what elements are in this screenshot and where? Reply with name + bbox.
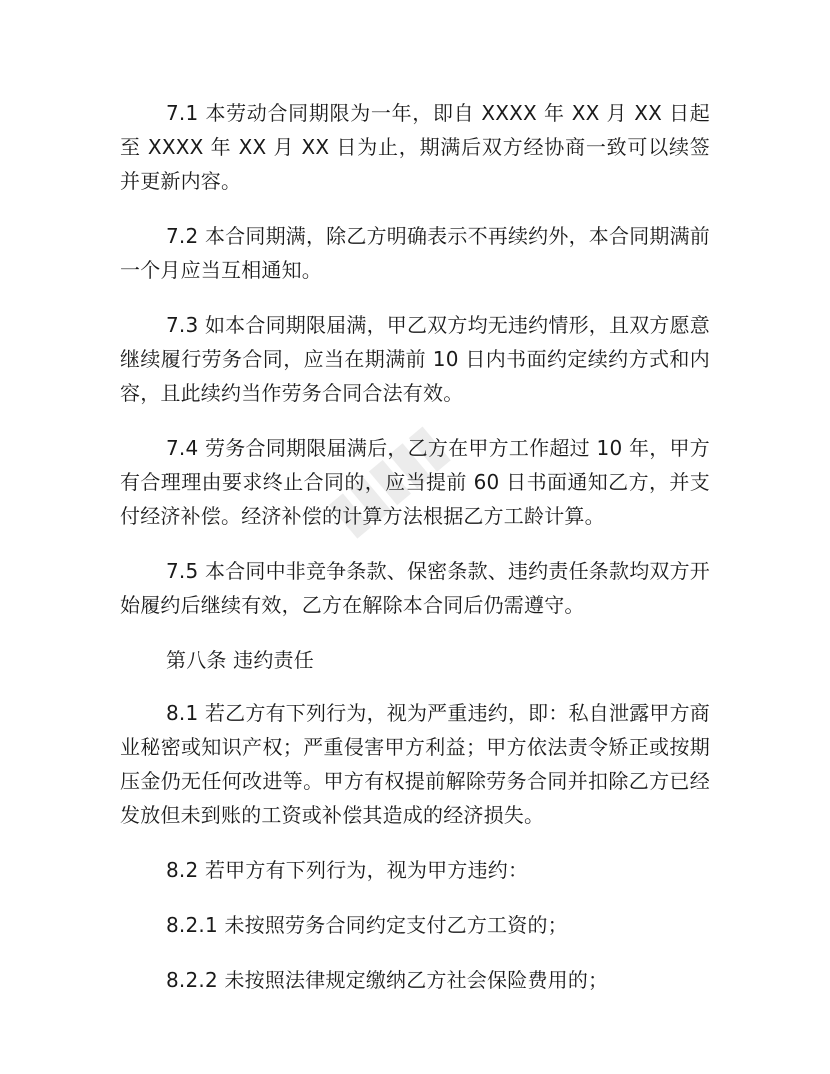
document-body — [120, 96, 710, 1018]
clause-8-2-1: 8.2.1 未按照劳务合同约定支付乙方工资的； — [166, 913, 568, 937]
clause-8-2: 8.2 若甲方有下列行为，视为甲方违约： — [166, 858, 529, 882]
clause-8-2-2: 8.2.2 未按照法律规定缴纳乙方社会保险费用的； — [166, 968, 609, 992]
clause-7-5: 7.5 本合同中非竞争条款、保密条款、违约责任条款均双方开始履约后继续有效，乙方在解除本合同后仍需遵守。 — [120, 559, 710, 617]
clause-7-3: 7.3 如本合同期限届满，甲乙双方均无违约情形，且双方愿意继续履行劳务合同，应当在期满前 10 日内书面约定续约方式和内容，且此续约当作劳务合同合法有效。 — [120, 313, 710, 405]
clause-7-2: 7.2 本合同期满，除乙方明确表示不再续约外，本合同期满前一个月应当互相通知。 — [120, 224, 710, 282]
clause-7-4: 7.4 劳务合同期限届满后，乙方在甲方工作超过 10 年，甲方有合理理由要求终止合同的，应当提前 60 日书面通知乙方，并支付经济补偿。经济补偿的计算方法根据乙方工龄计算。 — [120, 436, 710, 528]
section-heading-article-8: 第八条 违约责任 — [166, 648, 314, 672]
clause-8-1: 8.1 若乙方有下列行为，视为严重违约，即：私自泄露甲方商业秘密或知识产权；严重侵害甲方利益；甲方依法责令矫正或按期压金仍无任何改进等。甲方有权提前解除劳务合同并扣除乙方已经发放但未到账的工资或补偿其造成的经济损失。 — [120, 701, 710, 827]
clause-7-1: 7.1 本劳动合同期限为一年，即自 XXXX 年 XX 月 XX 日起至 XXXX 年 XX 月 XX 日为止，期满后双方经协商一致可以续签并更新内容。 — [120, 101, 710, 193]
